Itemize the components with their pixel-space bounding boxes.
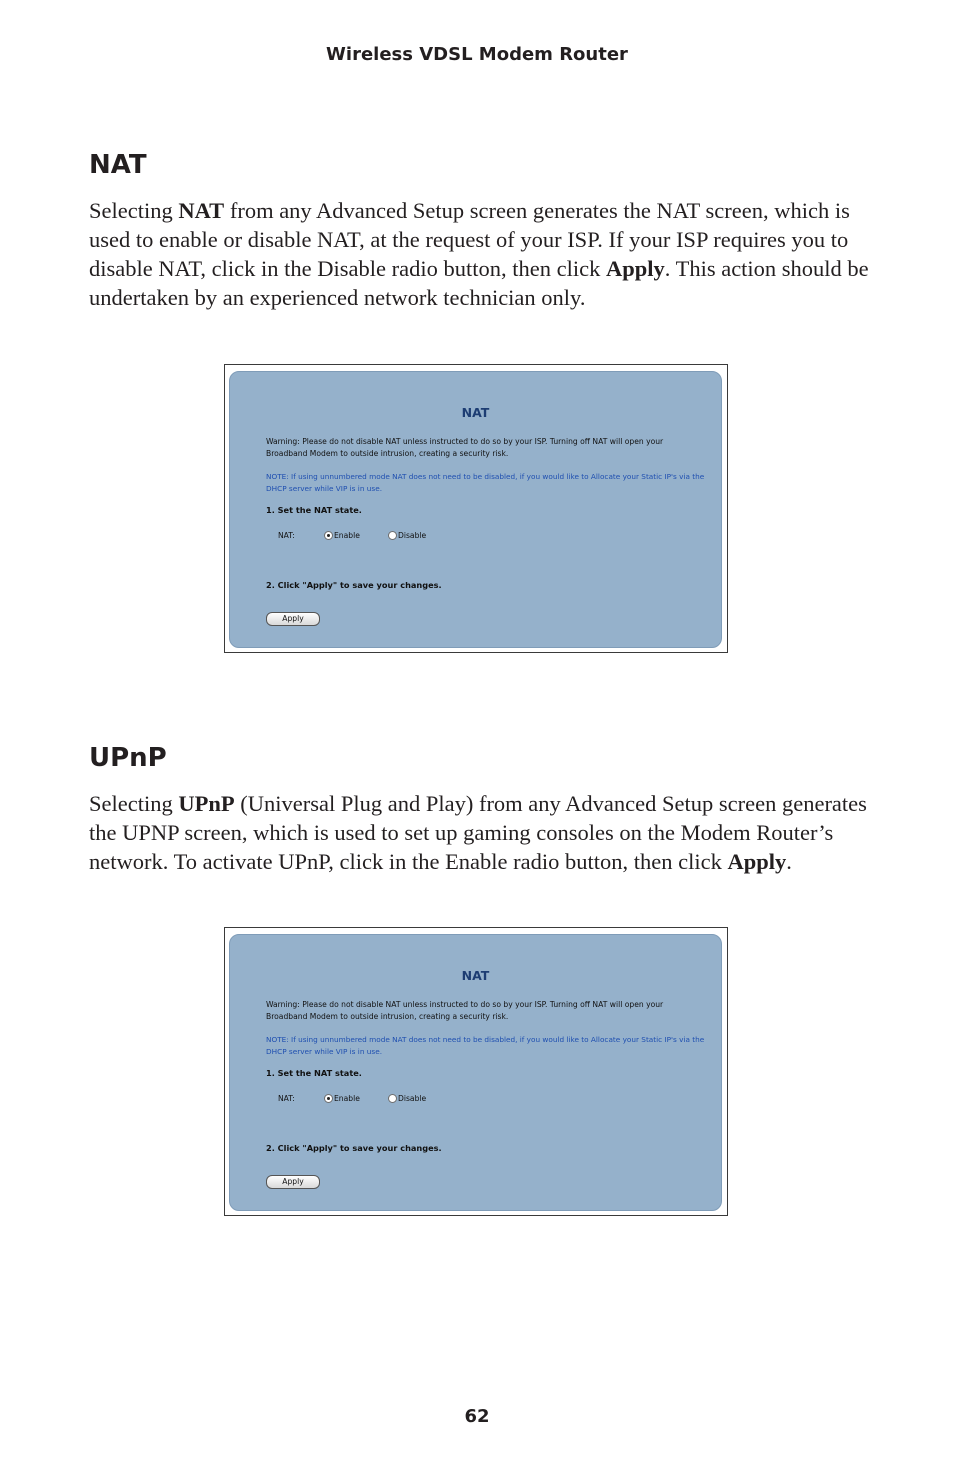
enable-radio[interactable]	[324, 1094, 333, 1103]
disable-label: Disable	[398, 1094, 427, 1103]
apply-bold: Apply	[727, 849, 787, 874]
disable-label: Disable	[398, 531, 427, 540]
step-1-label: 1. Set the NAT state.	[266, 1068, 362, 1078]
disable-radio[interactable]	[388, 1094, 397, 1103]
nat-panel	[229, 934, 722, 1211]
text: .	[786, 849, 792, 874]
step-2-label: 2. Click "Apply" to save your changes.	[266, 1143, 442, 1153]
nat-panel	[229, 371, 722, 648]
step-2-label: 2. Click "Apply" to save your changes.	[266, 580, 442, 590]
nat-label: NAT:	[278, 1094, 295, 1103]
nat-screenshot-2	[224, 927, 728, 1216]
apply-button[interactable]: Apply	[266, 1175, 320, 1189]
page-number: 62	[464, 1406, 490, 1427]
note-text: NOTE: If using unnumbered mode NAT does not need to be disabled, if you would like to Allocate your Static IP's via the DHCP server while VIP is in use.	[266, 1035, 705, 1056]
enable-label: Enable	[334, 1094, 360, 1103]
warning-text: Warning: Please do not disable NAT unless instructed to do so by your ISP. Turning off NAT will open your Broadband Modem to outside intrusion, creating a security risk.	[266, 1000, 664, 1021]
warning-text: Warning: Please do not disable NAT unless instructed to do so by your ISP. Turning off NAT will open your Broadband Modem to outside intrusion, creating a security risk.	[266, 437, 664, 458]
text: Selecting	[89, 198, 179, 223]
nat-screenshot-1	[224, 364, 728, 653]
enable-radio[interactable]	[324, 531, 333, 540]
nat-bold: NAT	[178, 198, 225, 223]
enable-label: Enable	[334, 531, 360, 540]
upnp-bold: UPnP	[178, 791, 235, 816]
text: Selecting	[89, 791, 179, 816]
apply-button[interactable]: Apply	[266, 612, 320, 626]
note-text: NOTE: If using unnumbered mode NAT does not need to be disabled, if you would like to Allocate your Static IP's via the DHCP server while VIP is in use.	[266, 472, 705, 493]
panel-title: NAT	[461, 405, 490, 420]
nat-label: NAT:	[278, 531, 295, 540]
panel-title: NAT	[461, 968, 490, 983]
upnp-paragraph	[89, 789, 879, 876]
upnp-section-heading: UPnP	[89, 743, 167, 773]
nat-paragraph	[89, 196, 879, 312]
apply-bold: Apply	[605, 256, 665, 281]
text: (Universal Plug and Play) from any Advanced Setup screen generates the UPNP screen, which is used to set up gaming consoles on the Modem Router’s network. To activate UPnP, click in the Enable radio button, then click	[89, 791, 867, 874]
step-1-label: 1. Set the NAT state.	[266, 505, 362, 515]
disable-radio[interactable]	[388, 531, 397, 540]
text: . This action should be undertaken by an experienced network technician only.	[89, 256, 869, 310]
running-header: Wireless VDSL Modem Router	[326, 44, 628, 65]
text: from any Advanced Setup screen generates the NAT screen, which is used to enable or disable NAT, at the request of your ISP. If your ISP requires you to disable NAT, click in the Disable radio button, then click	[89, 198, 850, 281]
nat-section-heading: NAT	[89, 150, 147, 180]
